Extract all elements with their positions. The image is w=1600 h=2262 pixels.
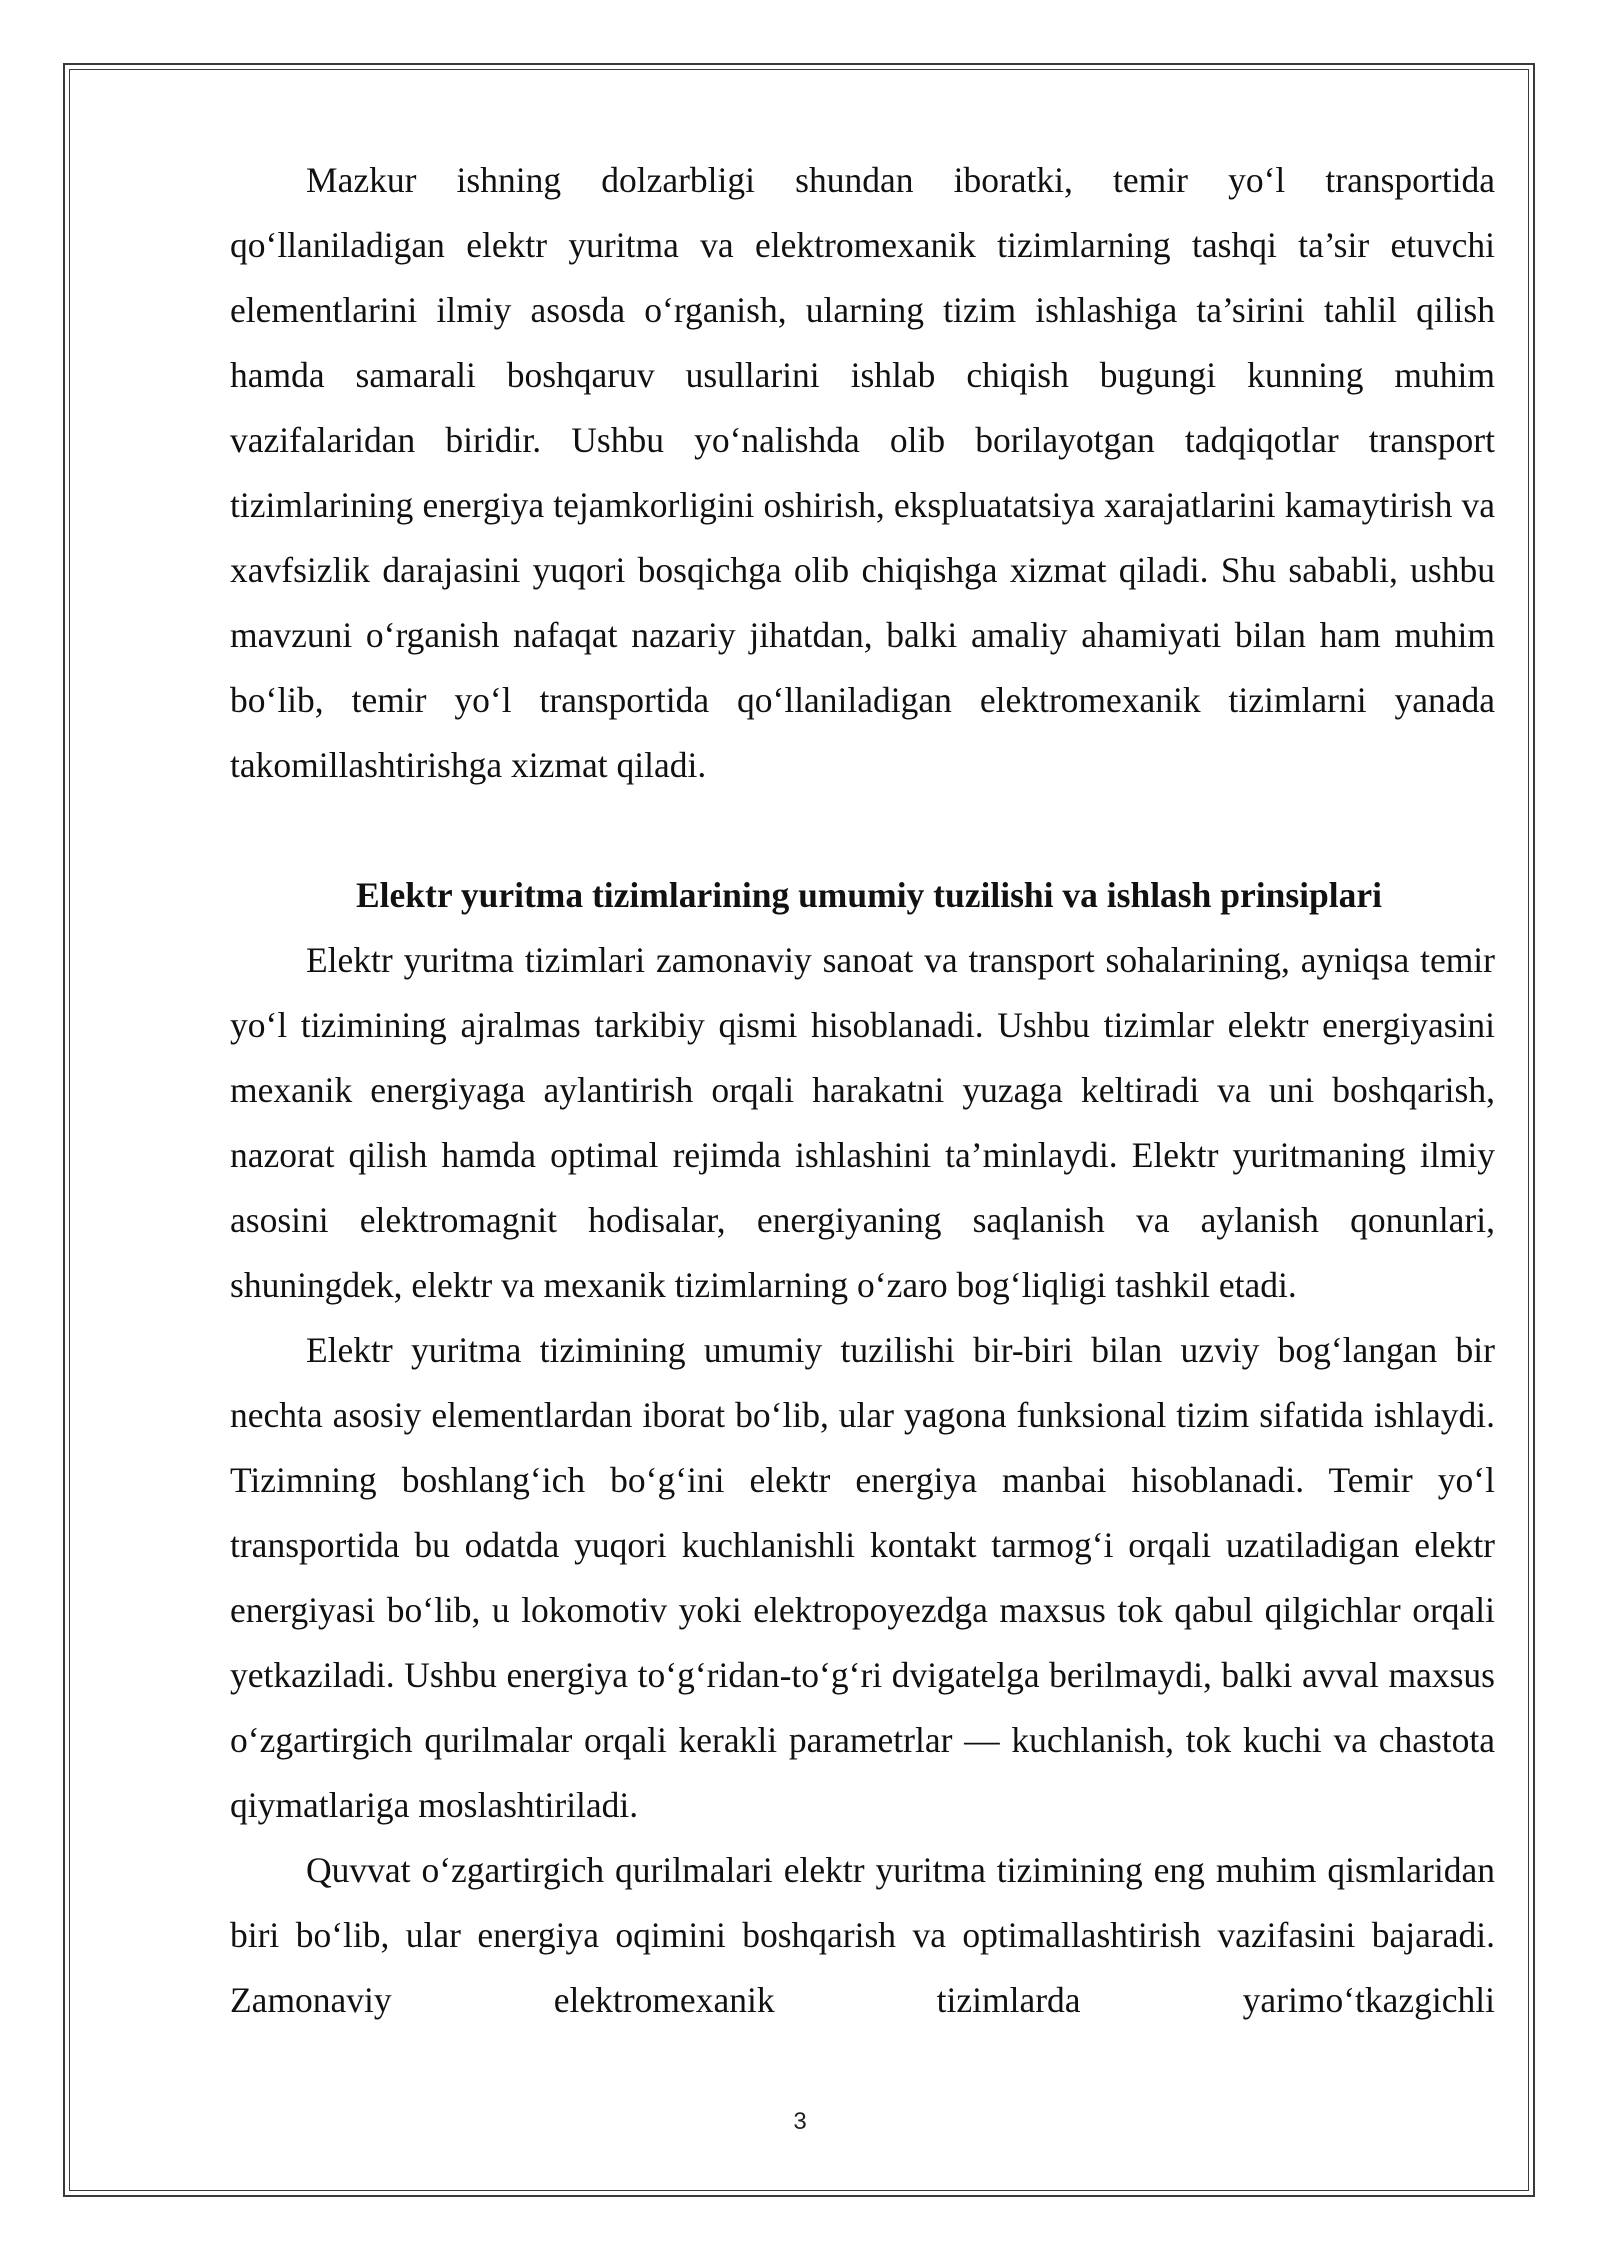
paragraph-drive-systems: Elektr yuritma tizimlari zamonaviy sanoat va transport sohalarining, ayniqsa temir yo‘l tizimining ajralmas tarkibiy qismi hisoblanadi. Ushbu tizimlar elektr energiyasini mexanik energiyaga aylantirish orqali harakatni yuzaga keltiradi va uni boshqarish, nazorat qilish hamda optimal rejimda ishlashini ta’minlaydi. Elektr yuritmaning ilmiy asosini elektromagnit hodisalar, energiyaning saqlanish va aylanish qonunlari, shuningdek, elektr va mexanik tizimlarning o‘zaro bog‘liqligi tashkil etadi. xyxy=(230,940,1495,1305)
paragraph-relevance: Mazkur ishning dolzarbligi shundan iboratki, temir yo‘l transportida qo‘llaniladigan elektr yuritma va elektromexanik tizimlarning tashqi ta’sir etuvchi elementlarini ilmiy asosda o‘rganish, ularning tizim ishlashiga ta’sirini tahlil qilish hamda samarali boshqaruv usullarini ishlab chiqish bugungi kunning muhim vazifalaridan biridir. Ushbu yo‘nalishda olib borilayotgan tadqiqotlar transport tizimlarining energiya tejamkorligini oshirish, ekspluatatsiya xarajatlarini kamaytirish va xavfsizlik darajasini yuqori bosqichga olib chiqishga xizmat qiladi. Shu sababli, ushbu mavzuni o‘rganish nafaqat nazariy jihatdan, balki amaliy ahamiyati bilan ham muhim bo‘lib, temir yo‘l transportida qo‘llaniladigan elektromexanik tizimlarni yanada takomillashtirishga xizmat qiladi. xyxy=(230,160,1495,785)
paragraph-general-structure: Elektr yuritma tizimining umumiy tuzilishi bir-biri bilan uzviy bog‘langan bir nechta asosiy elementlardan iborat bo‘lib, ular yagona funksional tizim sifatida ishlaydi. Tizimning boshlang‘ich bo‘g‘ini elektr energiya manbai hisoblanadi. Temir yo‘l transportida bu odatda yuqori kuchlanishli kontakt tarmog‘i orqali uzatiladigan elektr energiyasi bo‘lib, u lokomotiv yoki elektropoyezdga maxsus tok qabul qilgichlar orqali yetkaziladi. Ushbu energiya to‘g‘ridan-to‘g‘ri dvigatelga berilmaydi, balki avval maxsus o‘zgartirgich qurilmalar orqali kerakli parametrlar — kuchlanish, tok kuchi va chastota qiymatlariga moslashtiriladi. xyxy=(230,1330,1495,1825)
document-body xyxy=(230,148,1495,2033)
paragraph-power-converters: Quvvat o‘zgartirgich qurilmalari elektr yuritma tizimining eng muhim qismlaridan biri bo‘lib, ular energiya oqimini boshqarish va optimallashtirish vazifasini bajaradi. Zamonaviy elektromexanik tizimlarda yarimo‘tkazgichli xyxy=(230,1850,1495,2020)
section-heading: Elektr yuritma tizimlarining umumiy tuzilishi va ishlash prinsiplari xyxy=(356,875,1382,915)
page-number: 3 xyxy=(793,2108,807,2135)
